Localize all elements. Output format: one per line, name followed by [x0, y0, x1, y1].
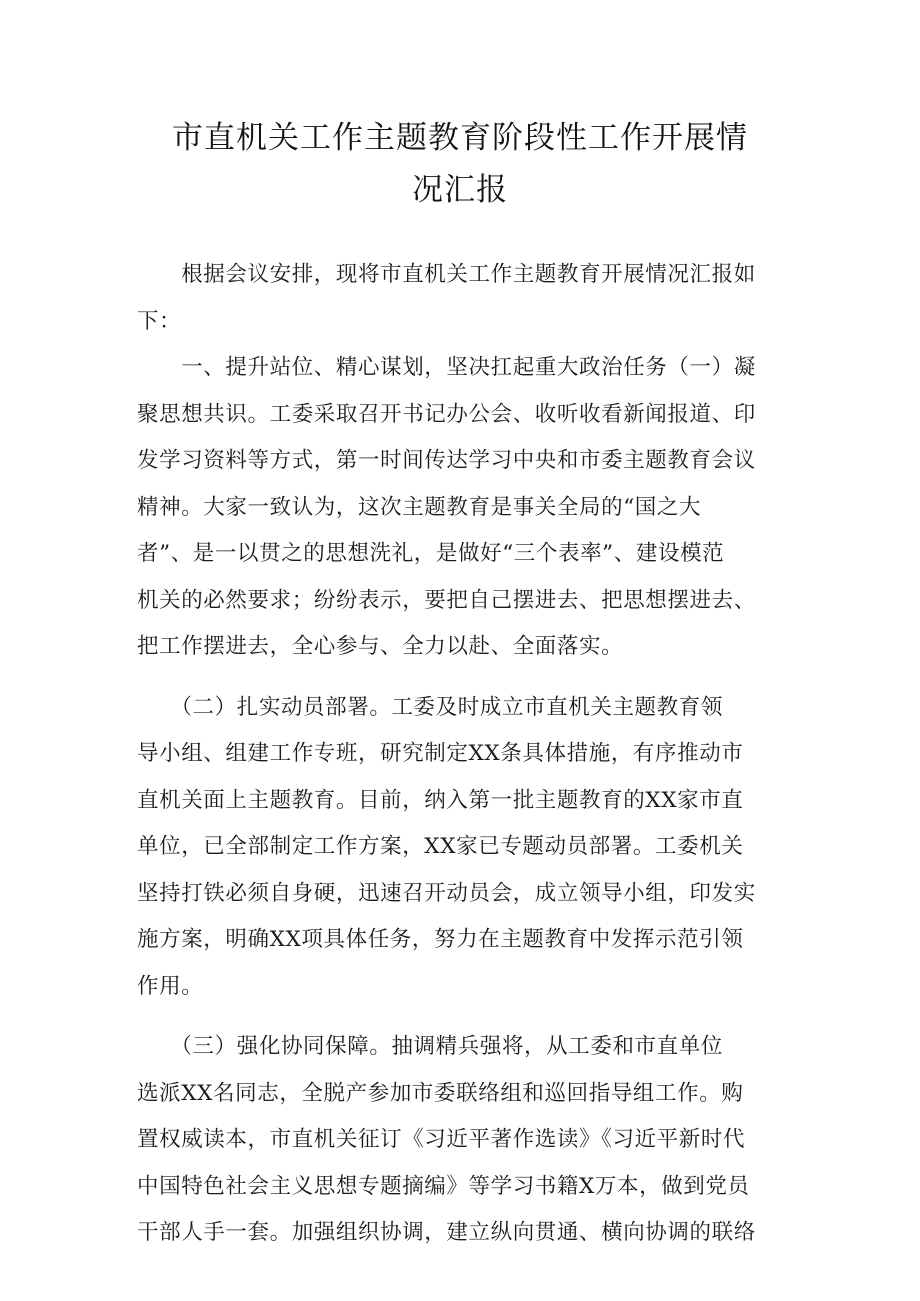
body-line: 一、提升站位、精心谋划，坚决扛起重大政治任务（一）凝: [137, 355, 756, 380]
body-line: 干部人手一套。加强组织协调，建立纵向贯通、横向协调的联络: [137, 1220, 756, 1245]
body-line: （二）扎实动员部署。工委及时成立市直机关主题教育领: [137, 694, 723, 720]
body-line: 聚思想共识。工委采取召开书记办公会、收听收看新闻报道、印: [137, 401, 756, 427]
body-line: 发学习资料等方式，第一时间传达学习中央和市委主题教育会议: [137, 448, 756, 473]
title-line-2: 况汇报: [412, 172, 508, 208]
body-line: 把工作摆进去，全心参与、全力以赴、全面落实。: [137, 634, 624, 659]
body-line: 者”、是一以贯之的思想洗礼，是做好“三个表率”、建设模范: [137, 541, 725, 566]
body-line: 机关的必然要求；纷纷表示，要把自己摆进去、把思想摆进去、: [137, 587, 756, 613]
body-line: 置权威读本，市直机关征订《习近平著作选读》《习近平新时代: [137, 1127, 746, 1152]
body-line: 直机关面上主题教育。目前，纳入第一批主题教育的XX家市直: [137, 787, 744, 813]
document-body: [137, 252, 791, 1257]
body-line: 作用。: [137, 973, 204, 999]
body-line: 选派XX名同志，全脱产参加市委联络组和巡回指导组工作。购: [137, 1080, 744, 1106]
body-line: 精神。大家一致认为，这次主题教育是事关全局的“国之大: [137, 494, 702, 520]
document-title: [130, 112, 790, 216]
body-line: 下：: [137, 308, 182, 334]
body-line: 坚持打铁必须自身硬，迅速召开动员会，成立领导小组，印发实: [137, 880, 756, 906]
body-line: 导小组、组建工作专班，研究制定XX条具体措施，有序推动市: [137, 741, 744, 766]
title-line-1: 市直机关工作主题教育阶段性工作开展情: [172, 120, 748, 156]
body-line: 单位，已全部制定工作方案，XX家已专题动员部署。工委机关: [137, 834, 744, 859]
body-line: 施方案，明确XX项具体任务，努力在主题教育中发挥示范引领: [137, 927, 744, 952]
body-line: （三）强化协同保障。抽调精兵强将，从工委和市直单位: [137, 1034, 723, 1059]
body-line: 根据会议安排，现将市直机关工作主题教育开展情况汇报如: [137, 262, 756, 287]
body-line: 中国特色社会主义思想专题摘编》等学习书籍X万本，做到党员: [137, 1173, 750, 1199]
